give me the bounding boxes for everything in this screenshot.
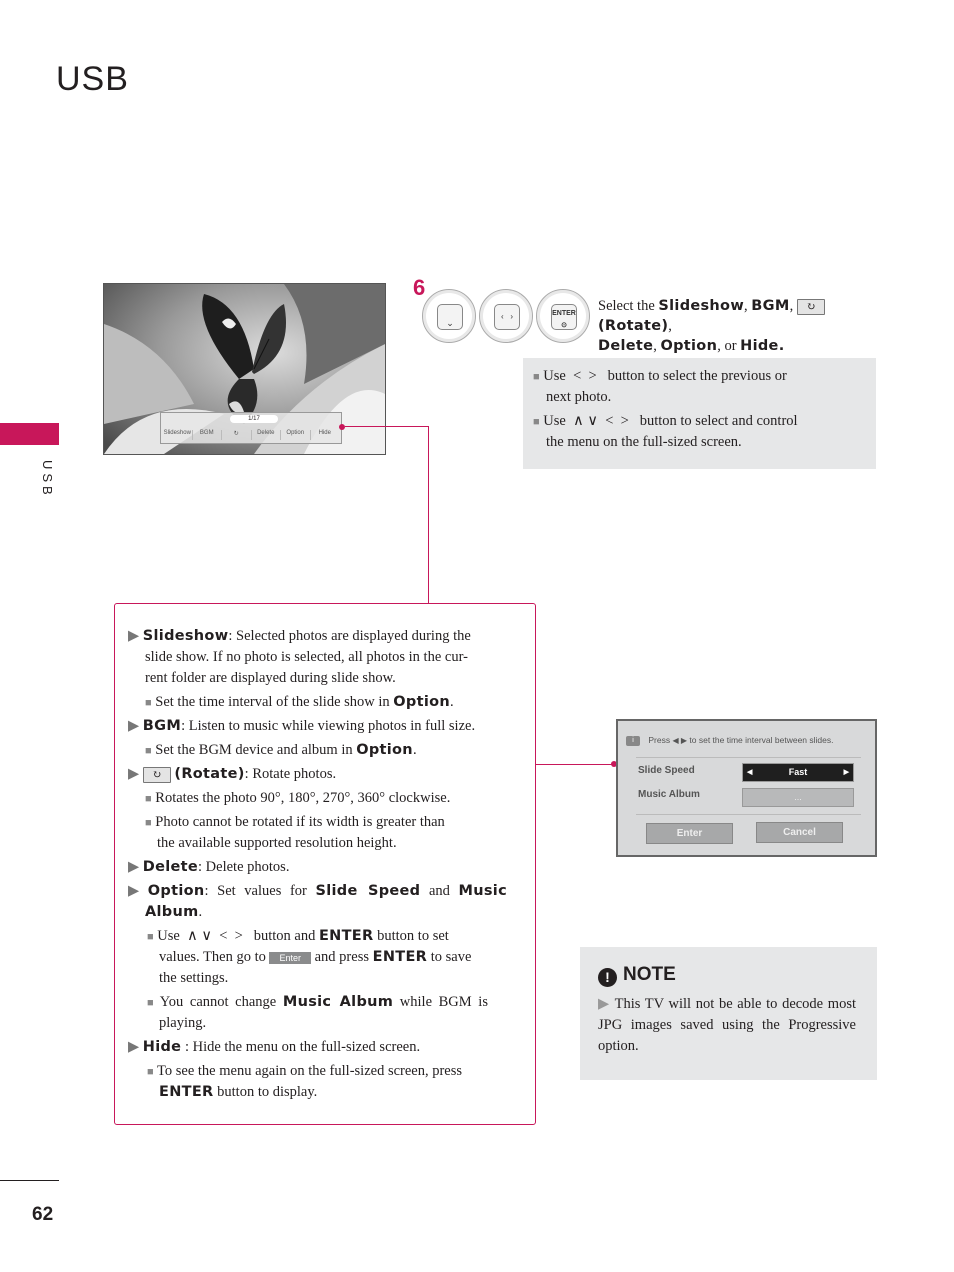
desc-text: : Set values for [204,883,307,899]
osd-slideshow: Slideshow [163,430,193,440]
triangle-bullet-icon: ▶ [598,996,611,1012]
rotate-sub2: ■ Photo cannot be rotated if its width is greater than [145,814,445,830]
desc-text: values. Then go to [159,949,266,965]
page-title: USB [56,60,129,98]
tip-2: ■ Use ∧ ∨ < > button to select and control [533,413,798,429]
info-icon: i [626,736,640,746]
music-album-field[interactable]: ... [742,788,854,807]
kw-rotate: (Rotate) [598,318,669,334]
triangle-bullet-icon: ▶ [128,1039,140,1055]
kw-bgm: BGM [751,298,790,314]
hide-sub-cont [159,1082,317,1103]
enter-button-graphic: Enter [269,952,311,964]
left-arrow-icon: < [219,928,228,944]
triangle-bullet-icon: ▶ [128,628,140,644]
feature-slideshow [128,626,519,647]
kw-enter: ENTER [372,949,428,965]
enter-button-face [551,304,577,330]
tip-text: Use [543,413,566,429]
side-tab-marker [0,423,59,445]
feature-rotate [128,764,336,785]
step-text: Select the [598,298,655,314]
footer-rule [0,1180,59,1181]
kw-option: Option [147,883,205,899]
kw-slideshow: Slideshow [658,298,745,314]
step-number: 6 [413,275,426,300]
desc-text: button to display. [217,1084,318,1100]
tip-text: button to select the previous or [607,368,787,384]
dialog-hint [626,727,869,753]
osd-option: Option [281,430,311,440]
desc-text: button to set [377,928,449,944]
kw-option: Option [393,694,450,710]
desc-text: Rotates the photo 90°, 180°, 270°, 360° clockwise. [155,790,451,806]
kw-hide: Hide [142,1039,182,1055]
cancel-button[interactable]: Cancel [756,822,843,843]
enter-button[interactable]: Enter [646,823,733,844]
triangle-bullet-icon: ▶ [128,718,140,734]
left-arrow-icon: < [605,413,614,429]
triangle-bullet-icon: ▶ [128,766,140,782]
slideshow-option-dialog [616,719,877,857]
kw-album: Album [145,904,199,920]
music-album-label: Music Album [638,789,700,800]
slide-speed-selector[interactable] [742,763,854,782]
slide-speed-value: Fast [788,767,808,777]
chevron-down-icon: ⌄ [437,304,463,330]
desc-text: You cannot change [159,994,277,1010]
desc-text: Set the BGM device and album in [155,742,353,758]
option-sub1: ■ Use ∧ ∨ < > button and ENTER button to set [147,928,449,944]
desc-text: button and [253,928,316,944]
tip-box [523,358,876,469]
divider [636,814,861,815]
down-arrow-icon: ∨ [201,928,212,944]
feature-delete [128,857,289,878]
note-body: This TV will not be able to decode most JPG images saved using the Progressive option. [598,996,856,1054]
desc-text: : Hide the menu on the full-sized screen. [184,1039,421,1055]
up-arrow-icon: ∧ [187,928,198,944]
hide-sub: ■ To see the menu again on the full-sized screen, press [147,1063,463,1079]
divider [636,757,861,758]
desc-text: to save [430,949,472,965]
feature-bgm [128,716,475,737]
kw-bgm: BGM [142,718,182,734]
desc-text: while BGM is [399,994,488,1010]
option-sub2: ■ You cannot change Music Album while BGM is [147,994,488,1010]
up-arrow-icon: ∧ [573,413,584,429]
right-triangle-icon[interactable]: ▶ [843,769,849,776]
desc-text: and press [314,949,369,965]
desc-text: To see the menu again on the full-sized screen, press [157,1063,463,1079]
tip-1: ■ Use < > button to select the previous or [533,368,787,384]
desc-text: : Rotate photos. [244,766,337,782]
dot-icon: ⊙ [561,322,567,329]
right-arrow-icon: > [234,928,243,944]
enter-label: ENTER [552,310,576,317]
desc-text: slide show. If no photo is selected, all photos in the cur- [145,649,468,665]
kw-slide-speed: Slide Speed [315,883,421,899]
osd-hide: Hide [318,430,331,436]
note-text [598,994,856,1057]
osd-delete: Delete [252,430,282,440]
desc-text: the available supported resolution height. [157,835,397,851]
photo-menu-osd [160,412,342,444]
triangle-bullet-icon: ▶ [128,883,140,899]
rotate-icon: ↻ [797,299,825,315]
desc-text: Use [157,928,180,944]
desc-text: and [428,883,450,899]
up-down-button-graphic [422,289,476,343]
kw-option: Option [356,742,413,758]
desc-text: rent folder are displayed during slide show. [145,670,396,686]
left-right-button-graphic [479,289,533,343]
kw-rotate: (Rotate) [174,766,245,782]
step-instruction: Select the Slideshow, BGM, ↻ (Rotate), Delete, Option, or Hide. [598,296,898,356]
kw-delete: Delete [142,859,199,875]
desc-text: the settings. [159,970,229,986]
note-title: NOTE [623,964,676,985]
tip-text: next photo. [546,389,612,405]
left-right-triangle-icon: ◀ ▶ [672,736,688,745]
osd-menu-items [163,430,339,440]
rotate-sub1: ■ Rotates the photo 90°, 180°, 270°, 360° clockwise. [145,790,451,806]
option-sub1-cont [159,947,471,968]
triangle-bullet-icon: ▶ [128,859,140,875]
enter-button-graphic [536,289,590,343]
desc-text: : Selected photos are displayed during the [228,628,471,644]
desc-text: playing. [159,1015,207,1031]
desc-text: Set the time interval of the slide show in [155,694,390,710]
kw-enter: ENTER [318,928,374,944]
desc-text: : Delete photos. [198,859,290,875]
connector-line [345,426,429,427]
left-right-arrows-icon: ‹ › [494,304,520,330]
left-arrow-icon: < [573,368,582,384]
feature-hide [128,1037,420,1058]
page-number: 62 [32,1204,54,1225]
connector-line [535,764,613,765]
right-arrow-icon: > [620,413,629,429]
hint-text: to set the time interval between slides. [689,735,834,745]
kw-option: Option [660,338,718,354]
osd-rotate-icon: ↻ [222,430,252,440]
side-section-label: USB [40,460,55,499]
option-cont: Album. [145,904,203,920]
kw-music: Music [458,883,507,899]
kw-music-album: Music Album [282,994,394,1010]
hint-text: Press [648,735,671,745]
photo-counter: 1/17 [230,415,278,423]
tip-text: the menu on the full-sized screen. [546,434,742,450]
kw-hide: Hide. [740,338,785,354]
kw-slideshow: Slideshow [142,628,229,644]
rotate-icon: ↻ [143,767,171,783]
left-triangle-icon[interactable]: ◀ [747,769,753,776]
connector-line [428,426,429,603]
step-text-or: or [724,338,737,354]
right-arrow-icon: > [588,368,597,384]
kw-delete: Delete [598,338,654,354]
feature-option [128,881,519,902]
exclamation-icon: ! [598,968,617,987]
feature-description-box [114,603,536,1125]
desc-text: : Listen to music while viewing photos in full size. [181,718,476,734]
tip-text: button to select and control [639,413,798,429]
down-arrow-icon: ∨ [587,413,598,429]
slide-speed-label: Slide Speed [638,765,695,776]
osd-bgm: BGM [193,430,223,440]
callout-dot [339,424,345,430]
kw-enter: ENTER [159,1084,214,1100]
bgm-sub: ■ Set the BGM device and album in Option. [145,742,417,758]
slideshow-sub: ■ Set the time interval of the slide show in Option. [145,694,454,710]
tip-text: Use [543,368,566,384]
desc-text: Photo cannot be rotated if its width is greater than [155,814,445,830]
